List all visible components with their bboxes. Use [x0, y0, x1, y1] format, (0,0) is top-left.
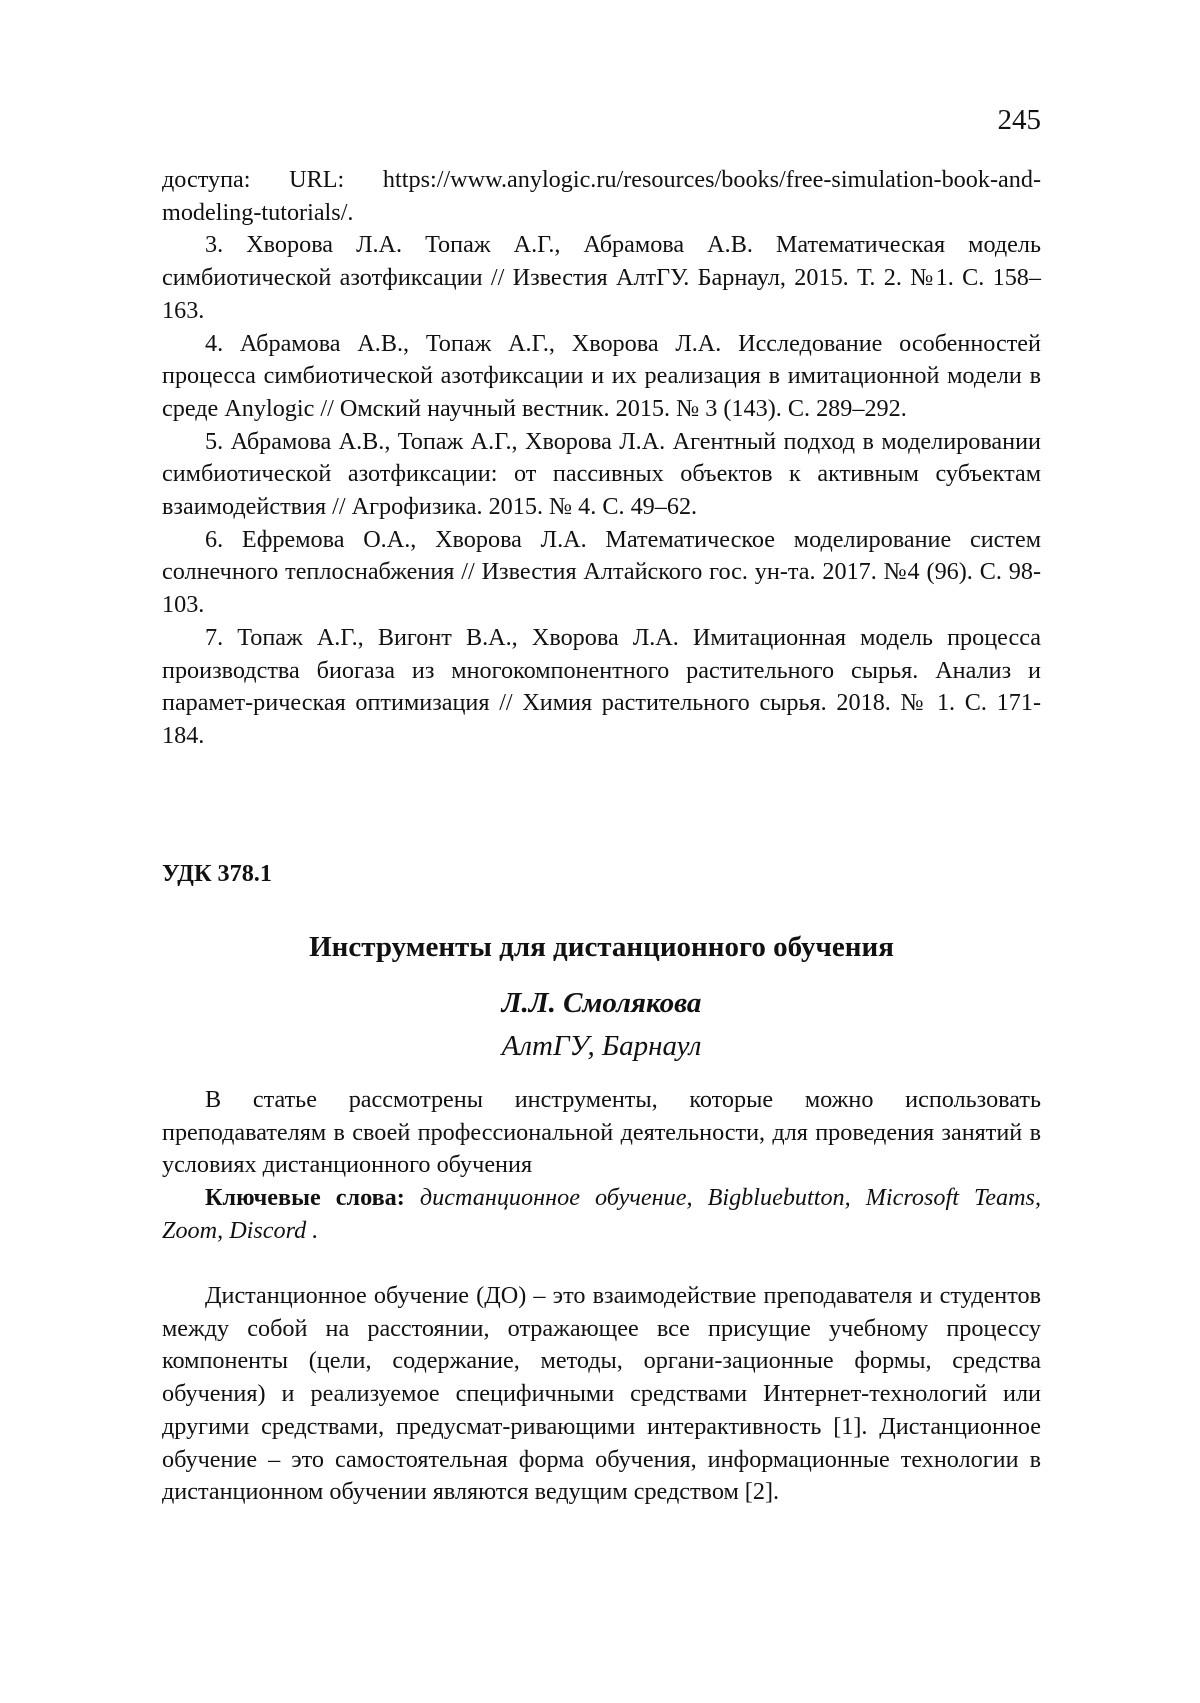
abstract-text: В статье рассмотрены инструменты, которые можно использовать преподавателям в своей профессиональной деятельности, для проведения занятий в условиях дистанционного обучения [162, 1084, 1041, 1182]
page [0, 0, 1200, 1703]
body-paragraph: Дистанционное обучение (ДО) – это взаимодействие преподавателя и студентов между собой на расстоянии, отражающее все присущие учебному процессу компоненты (цели, содержание, методы, органи-зационные формы, средства обучения) и реализуемое специфичными средствами Интернет-технологий или другими средствами, предусмат-ривающими интерактивность [1]. Дистанционное обучение – это самостоятельная форма обучения, информационные технологии в дистанционном обучении являются ведущим средством [2]. [162, 1280, 1041, 1509]
udc-code: УДК 378.1 [162, 858, 272, 890]
abstract-block [162, 1084, 1041, 1248]
reference-continuation: доступа: URL: https://www.anylogic.ru/resources/books/free-simulation-book-and-modeling-tutorials/. [162, 164, 1041, 229]
reference-list [162, 164, 1041, 753]
keywords-text: дистанционное обучение, Bigbluebutton, Microsoft Teams, Zoom, Discord . [162, 1184, 1041, 1244]
article-author: Л.Л. Смолякова [162, 985, 1041, 1021]
page-number: 245 [900, 103, 1041, 137]
keywords-label: Ключевые слова: [205, 1184, 405, 1211]
reference-item-4: 4. Абрамова А.В., Топаж А.Г., Хворова Л.А. Исследование особенностей процесса симбиотической азотфиксации и их реализация в имитационной модели в среде Anylogic // Омский научный вестник. 2015. № 3 (143). С. 289–292. [162, 328, 1041, 426]
keywords [162, 1182, 1041, 1247]
reference-item-6: 6. Ефремова О.А., Хворова Л.А. Математическое моделирование систем солнечного теплоснабжения // Известия Алтайского гос. ун-та. 2017. №4 (96). С. 98-103. [162, 524, 1041, 622]
author-affiliation: АлтГУ, Барнаул [162, 1028, 1041, 1064]
reference-item-5: 5. Абрамова А.В., Топаж А.Г., Хворова Л.А. Агентный подход в моделировании симбиотической азотфиксации: от пассивных объектов к активным субъектам взаимодействия // Агрофизика. 2015. № 4. С. 49–62. [162, 426, 1041, 524]
reference-item-3: 3. Хворова Л.А. Топаж А.Г., Абрамова А.В. Математическая модель симбиотической азотфиксации // Известия АлтГУ. Барнаул, 2015. Т. 2. №1. С. 158–163. [162, 229, 1041, 327]
article-body [162, 1280, 1041, 1509]
reference-item-7: 7. Топаж А.Г., Вигонт В.А., Хворова Л.А. Имитационная модель процесса производства биогаза из многокомпонентного растительного сырья. Анализ и парамет-рическая оптимизация // Химия растительного сырья. 2018. № 1. С. 171-184. [162, 622, 1041, 753]
article-title: Инструменты для дистанционного обучения [162, 929, 1041, 965]
